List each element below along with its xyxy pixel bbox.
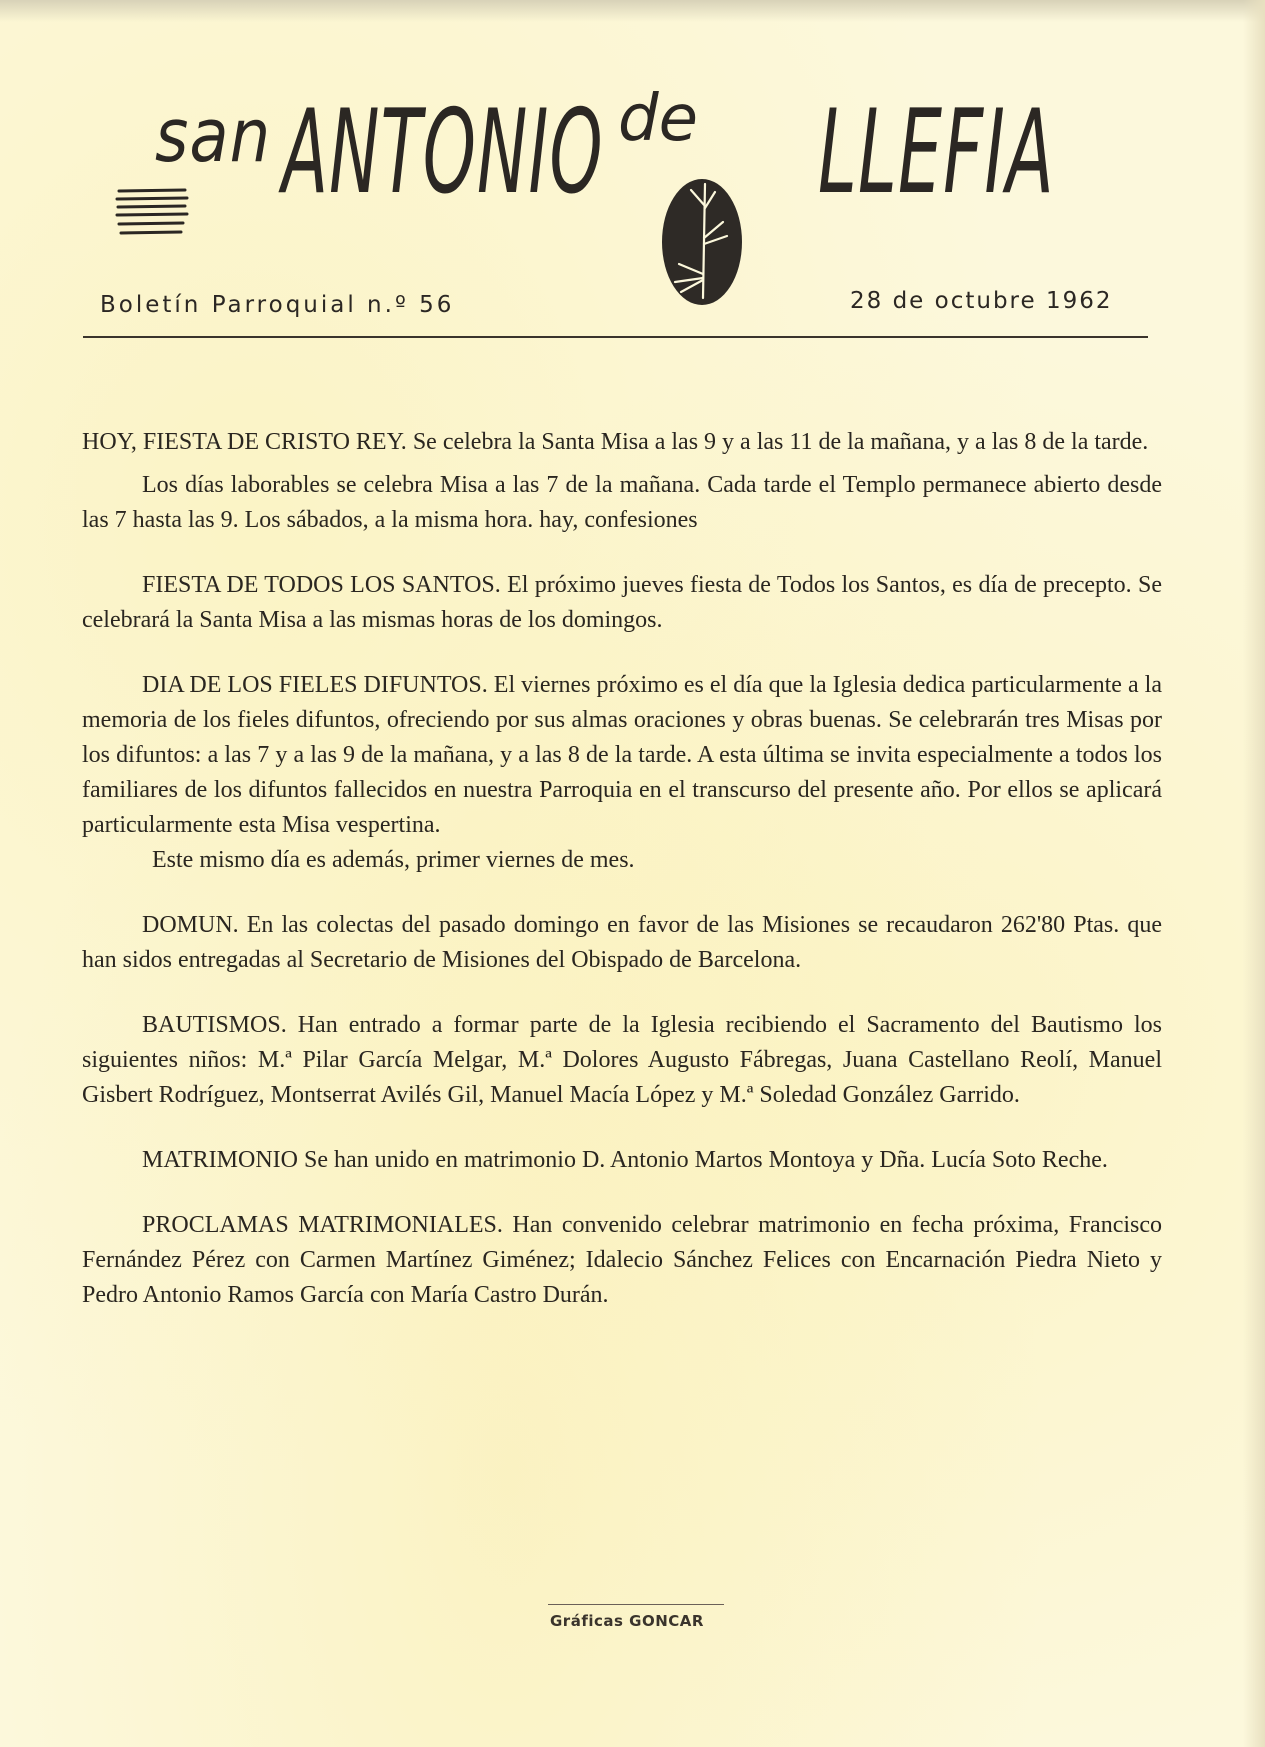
- paragraph-text: Los días laborables se celebra Misa a las 7 de la mañana. Cada tarde el Templo permanece abierto desde las 7 hasta las 9. Los sábados, a la misma hora. hay, confesiones: [82, 472, 1162, 533]
- paragraph-heading: HOY, FIESTA DE CRISTO REY.: [82, 429, 407, 455]
- paragraph-heading: PROCLAMAS MATRIMONIALES.: [142, 1212, 503, 1238]
- paragraph-heading: DOMUN.: [142, 912, 239, 938]
- palm-branch-icon: [661, 178, 743, 306]
- bulletin-date: 28 de octubre 1962: [850, 288, 1113, 314]
- paragraph-bautismos: [82, 1008, 1162, 1113]
- bulletin-subtitle: Boletín Parroquial n.º 56: [100, 292, 455, 318]
- footer-divider: [548, 1604, 724, 1605]
- logo-word-de: de: [618, 82, 698, 156]
- bulletin-body: [82, 425, 1162, 1313]
- logo-word-san: san: [155, 94, 272, 180]
- paragraph-primer-viernes: [82, 843, 1162, 878]
- paragraph-text: El próximo jueves fiesta de Todos los Santos, es día de precepto. Se celebrará la Santa Misa a las mismas horas de los domingos.: [82, 572, 1162, 633]
- paragraph-text: En las colectas del pasado domingo en favor de las Misiones se recaudaron 262'80 Ptas. que han sidos entregadas al Secretario de Misiones del Obispado de Barcelona.: [82, 912, 1162, 973]
- paragraph-text: Han entrado a formar parte de la Iglesia recibiendo el Sacramento del Bautismo los siguientes niños: M.ª Pilar García Melgar, M.ª Dolores Augusto Fábregas, Juana Castellano Reolí, Manuel Gisbert Rodríguez, Montserrat Avilés Gil, Manuel Macía López y M.ª Soledad González Garrido.: [82, 1012, 1162, 1108]
- paragraph-text: Se celebra la Santa Misa a las 9 y a las 11 de la mañana, y a las 8 de la tarde.: [406, 429, 1149, 455]
- masthead: [0, 0, 1265, 350]
- logo-word-antonio: ANTONIO: [282, 85, 604, 220]
- paragraph-heading: DIA DE LOS FIELES DIFUNTOS.: [142, 672, 488, 698]
- paragraph-heading: FIESTA DE TODOS LOS SANTOS.: [142, 572, 501, 598]
- masthead-divider: [83, 336, 1148, 338]
- printer-credit: Gráficas GONCAR: [550, 1612, 704, 1630]
- paragraph-heading: MATRIMONIO: [142, 1147, 298, 1173]
- paragraph-heading: BAUTISMOS.: [142, 1012, 287, 1038]
- paragraph-todos-los-santos: [82, 568, 1162, 638]
- paragraph-text: Este mismo día es además, primer viernes de mes.: [152, 847, 635, 873]
- paragraph-text: Se han unido en matrimonio D. Antonio Martos Montoya y Dña. Lucía Soto Reche.: [298, 1147, 1108, 1173]
- paragraph-text: Han convenido celebrar matrimonio en fecha próxima, Francisco Fernández Pérez con Carmen Martínez Giménez; Idalecio Sánchez Felices con Encarnación Piedra Nieto y Pedro Antonio Ramos García con María Castro Durán.: [82, 1212, 1163, 1308]
- paragraph-fieles-difuntos: [82, 668, 1162, 843]
- paragraph-weekday-masses: [82, 468, 1162, 538]
- paragraph-domun: [82, 908, 1162, 978]
- paragraph-cristo-rey: [82, 425, 1162, 460]
- logo-word-llefia: LLEFIA: [818, 85, 1055, 220]
- paragraph-matrimonio: [82, 1143, 1162, 1178]
- paragraph-text: El viernes próximo es el día que la Iglesia dedica particularmente a la memoria de los fieles difuntos, ofreciendo por sus almas oraciones y obras buenas. Se celebrarán tres Misas por los difuntos: a las 7 y a las 9 de la mañana, y a las 8 de la tarde. A esta última se invita especialmente a todos los familiares de los difuntos fallecidos en nuestra Parroquia en el transcurso del presente año. Por ellos se aplicará particularmente esta Misa vespertina.: [82, 672, 1162, 838]
- paragraph-proclamas: [82, 1208, 1162, 1313]
- masthead-ornament-icon: [115, 186, 190, 242]
